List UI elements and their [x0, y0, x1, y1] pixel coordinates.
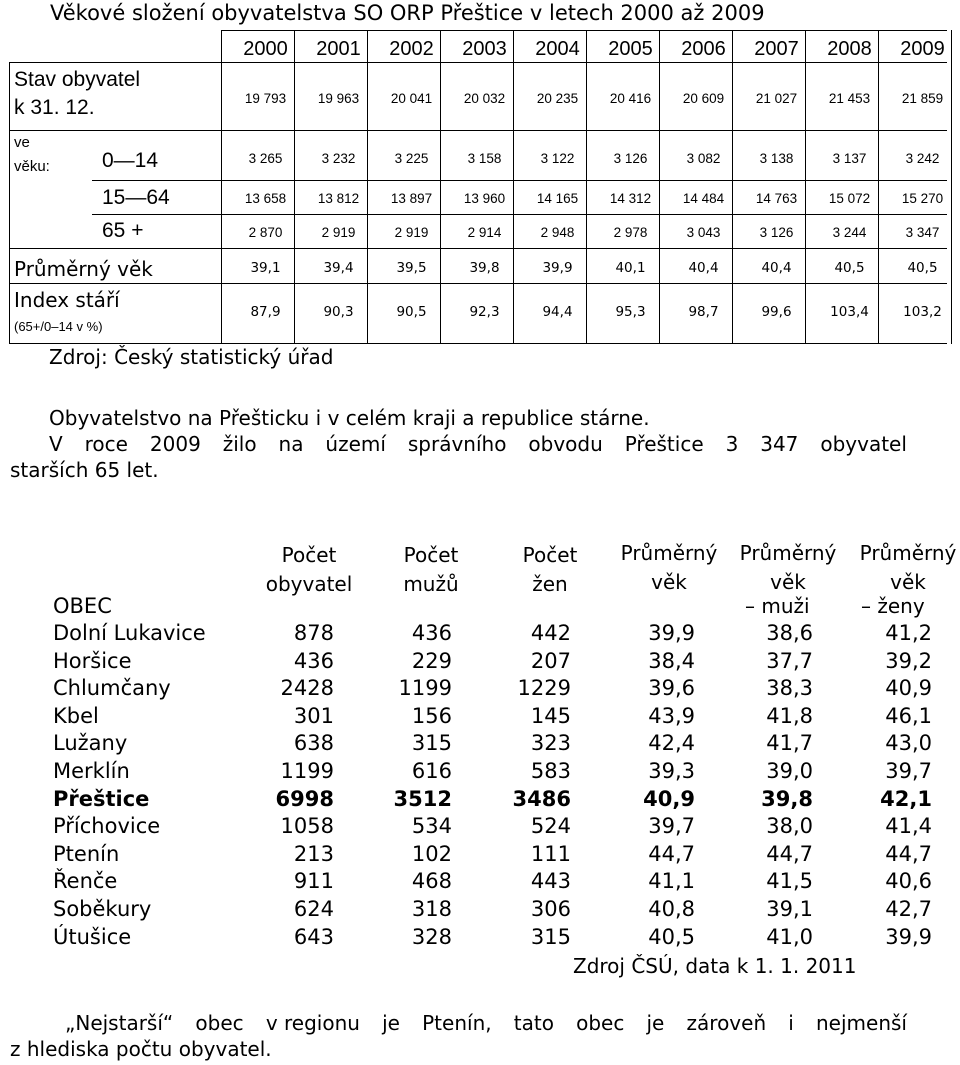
word: správního — [407, 432, 507, 456]
word: je — [382, 1011, 400, 1035]
municipality-value: 41,7 — [766, 731, 813, 756]
word: na — [278, 432, 304, 456]
col-header-5-l2: věk — [770, 570, 806, 594]
age-15-64-cell: 14 165 — [536, 191, 579, 206]
word: obvodu — [528, 432, 603, 456]
municipality-row — [0, 787, 960, 815]
aging-index-cell: 94,4 — [542, 304, 573, 320]
col-header-1-l1: Počet — [281, 543, 337, 567]
aging-index-cell: 98,7 — [688, 304, 719, 320]
age-15-64-cell: 13 812 — [317, 191, 360, 206]
year-header-2004: 2004 — [535, 38, 580, 60]
table1-gridline — [805, 30, 806, 344]
municipality-value: 616 — [411, 759, 452, 783]
municipality-value: 41,2 — [885, 621, 932, 645]
age-0-14-cell: 3 232 — [321, 151, 356, 166]
age-65-label: 65 + — [102, 219, 144, 242]
age-0-14-cell: 3 242 — [905, 151, 940, 166]
age-0-14-cell: 3 265 — [248, 151, 283, 166]
municipality-name: Přeštice — [53, 786, 150, 811]
age-0-14-cell: 3 225 — [394, 151, 429, 166]
avg-age-cell: 40,1 — [615, 260, 646, 276]
col-header-5-l1: Průměrný — [739, 541, 837, 565]
population-label-line1: Stav obyvatel — [14, 68, 141, 91]
municipality-value: 40,6 — [885, 869, 932, 894]
municipality-value: 318 — [411, 897, 452, 921]
word: v regionu — [265, 1011, 360, 1035]
municipality-value: 38,0 — [766, 814, 813, 839]
municipality-value: 1199 — [398, 676, 452, 701]
aging-index-sublabel: (65+/0–14 v %) — [14, 319, 103, 334]
municipality-value: 40,8 — [648, 897, 695, 921]
municipality-value: 911 — [293, 869, 334, 894]
municipality-name: Chlumčany — [53, 676, 171, 701]
age-65-cell: 3 043 — [686, 225, 721, 240]
age-15-64-cell: 13 658 — [244, 191, 287, 206]
avg-age-cell: 40,5 — [834, 260, 865, 276]
aging-index-cell: 103,4 — [830, 304, 869, 320]
municipality-value: 38,4 — [648, 648, 695, 673]
obec-header: OBEC — [53, 594, 112, 618]
population-cell: 19 793 — [244, 91, 287, 106]
avg-age-cell: 39,1 — [250, 260, 281, 276]
municipality-value: 1229 — [517, 676, 571, 701]
municipality-value: 39,7 — [648, 814, 695, 839]
municipality-value: 213 — [293, 841, 334, 866]
age-15-64-cell: 15 270 — [901, 191, 944, 206]
municipality-value: 229 — [411, 648, 452, 673]
municipality-value: 323 — [530, 731, 571, 756]
municipality-name: Kbel — [53, 703, 99, 728]
closing-line-1 — [65, 1011, 907, 1035]
word: roce — [84, 432, 128, 456]
avg-age-cell: 40,4 — [761, 260, 792, 276]
municipality-row — [0, 621, 960, 649]
population-cell: 21 027 — [755, 91, 798, 106]
year-header-2005: 2005 — [608, 38, 653, 60]
municipality-value: 878 — [293, 621, 334, 645]
municipality-value: 3512 — [393, 786, 452, 811]
municipality-value: 43,0 — [885, 731, 932, 756]
source-note-1: Zdroj: Český statistický úřad — [49, 345, 334, 369]
municipality-value: 638 — [293, 731, 334, 756]
municipality-value: 41,5 — [766, 869, 813, 894]
avg-age-cell: 39,5 — [396, 260, 427, 276]
age-structure-table — [9, 30, 947, 344]
municipality-name: Příchovice — [53, 814, 161, 839]
municipality-name: Útušice — [53, 924, 132, 949]
municipality-value: 42,7 — [885, 897, 932, 921]
municipality-value: 534 — [411, 814, 452, 839]
table1-gridline — [9, 283, 947, 284]
municipality-value: 39,3 — [648, 759, 695, 783]
col-header-4-l2: věk — [651, 570, 687, 594]
municipality-value: 46,1 — [885, 703, 932, 728]
aging-index-cell: 103,2 — [903, 304, 942, 320]
municipality-value: 38,3 — [766, 676, 813, 701]
word: zároveň — [686, 1011, 767, 1035]
word: Přeštice — [624, 432, 704, 456]
word: obyvatel — [820, 432, 907, 456]
paragraph-line-3: starších 65 let. — [10, 458, 159, 482]
age-0-14-cell: 3 082 — [686, 151, 721, 166]
paragraph-line-2 — [49, 432, 907, 456]
word: „Nejstarší“ — [65, 1011, 174, 1035]
municipality-name: Soběkury — [53, 897, 152, 921]
municipality-name: Ptenín — [53, 841, 120, 866]
age-15-64-cell: 13 960 — [463, 191, 506, 206]
municipality-value: 3486 — [512, 786, 571, 811]
table1-gridline — [221, 30, 947, 31]
year-header-2008: 2008 — [827, 38, 872, 60]
age-15-64-cell: 15 072 — [828, 191, 871, 206]
avg-age-label: Průměrný věk — [14, 257, 153, 281]
municipality-name: Dolní Lukavice — [53, 621, 206, 645]
municipality-value: 468 — [411, 869, 452, 894]
municipality-value: 306 — [530, 897, 571, 921]
municipality-row — [0, 731, 960, 759]
aging-index-label: Index stáří — [14, 288, 120, 312]
closing-line-2: z hlediska počtu obyvatel. — [10, 1037, 272, 1061]
municipality-value: 43,9 — [648, 703, 695, 728]
col-header-6-l2: věk — [890, 570, 926, 594]
municipality-value: 436 — [411, 621, 452, 645]
age-prefix-line2: věku: — [14, 158, 50, 175]
avg-age-cell: 39,4 — [323, 260, 354, 276]
aging-index-cell: 87,9 — [250, 304, 281, 320]
municipality-value: 145 — [530, 703, 571, 728]
age-65-cell: 2 870 — [248, 225, 283, 240]
municipality-value: 37,7 — [766, 648, 813, 673]
municipality-value: 42,4 — [648, 731, 695, 756]
col-header-6-l3: – ženy — [861, 594, 925, 618]
municipality-value: 315 — [530, 924, 571, 949]
table1-gridline — [440, 30, 441, 344]
population-cell: 19 963 — [317, 91, 360, 106]
population-cell: 20 235 — [536, 91, 579, 106]
age-0-14-cell: 3 137 — [832, 151, 867, 166]
municipality-value: 44,7 — [766, 841, 813, 866]
word: Ptenín, — [422, 1011, 492, 1035]
population-cell: 20 416 — [609, 91, 652, 106]
municipality-value: 6998 — [275, 786, 334, 811]
municipality-value: 41,0 — [766, 924, 813, 949]
year-header-2009: 2009 — [900, 38, 945, 60]
municipality-name: Lužany — [53, 731, 128, 756]
municipality-value: 443 — [530, 869, 571, 894]
word: 347 — [760, 432, 799, 456]
aging-index-cell: 99,6 — [761, 304, 792, 320]
municipality-name: Řenče — [53, 869, 118, 894]
table1-gridline — [9, 130, 947, 131]
municipality-value: 40,5 — [648, 924, 695, 949]
municipality-value: 624 — [293, 897, 334, 921]
aging-index-cell: 95,3 — [615, 304, 646, 320]
municipality-value: 39,0 — [766, 759, 813, 783]
col-header-2-l2: mužů — [403, 572, 459, 596]
age-0-14-cell: 3 158 — [467, 151, 502, 166]
municipality-row — [0, 676, 960, 704]
municipality-value: 207 — [530, 648, 571, 673]
population-label-line2: k 31. 12. — [14, 96, 95, 119]
age-65-cell: 2 978 — [613, 225, 648, 240]
municipality-value: 44,7 — [885, 841, 932, 866]
table1-gridline — [586, 30, 587, 344]
age-65-cell: 2 948 — [540, 225, 575, 240]
age-0-14-cell: 3 122 — [540, 151, 575, 166]
avg-age-cell: 39,8 — [469, 260, 500, 276]
municipality-row — [0, 759, 960, 787]
municipality-value: 102 — [411, 841, 452, 866]
municipality-value: 39,9 — [885, 924, 932, 949]
table1-title: Věkové složení obyvatelstva SO ORP Přeštice v letech 2000 až 2009 — [50, 1, 765, 25]
municipality-value: 39,2 — [885, 648, 932, 673]
population-cell: 20 041 — [390, 91, 433, 106]
age-0-14-cell: 3 126 — [613, 151, 648, 166]
table1-gridline — [9, 62, 10, 344]
age-0-14-label: 0—14 — [102, 149, 159, 172]
source-note-2: Zdroj ČSÚ, data k 1. 1. 2011 — [573, 954, 857, 978]
table1-gridline — [9, 343, 947, 344]
avg-age-cell: 40,5 — [907, 260, 938, 276]
population-cell: 21 859 — [901, 91, 944, 106]
municipality-value: 442 — [530, 621, 571, 645]
word: 2009 — [149, 432, 201, 456]
age-prefix-line1: ve — [14, 134, 30, 151]
age-15-64-cell: 14 312 — [609, 191, 652, 206]
table1-gridline — [9, 248, 947, 249]
table1-gridline — [878, 30, 879, 344]
col-header-2-l1: Počet — [403, 543, 459, 567]
population-cell: 21 453 — [828, 91, 871, 106]
age-0-14-cell: 3 138 — [759, 151, 794, 166]
aging-index-cell: 90,3 — [323, 304, 354, 320]
age-65-cell: 3 126 — [759, 225, 794, 240]
municipality-value: 42,1 — [880, 786, 932, 811]
municipality-value: 328 — [411, 924, 452, 949]
aging-index-cell: 92,3 — [469, 304, 500, 320]
table1-gridline — [951, 30, 952, 344]
avg-age-cell: 39,9 — [542, 260, 573, 276]
word: V — [49, 432, 63, 456]
year-header-2000: 2000 — [243, 38, 288, 60]
word: je — [646, 1011, 665, 1035]
year-header-2007: 2007 — [754, 38, 799, 60]
table1-gridline — [659, 30, 660, 344]
year-header-2001: 2001 — [316, 38, 361, 60]
population-cell: 20 609 — [682, 91, 725, 106]
municipality-value: 1199 — [280, 759, 334, 783]
table1-gridline — [294, 30, 295, 344]
population-cell: 20 032 — [463, 91, 506, 106]
municipality-row — [0, 649, 960, 677]
municipality-value: 41,4 — [885, 814, 932, 839]
word: území — [325, 432, 386, 456]
municipality-row — [0, 704, 960, 732]
municipality-name: Merklín — [53, 759, 130, 783]
municipality-value: 156 — [411, 703, 452, 728]
municipality-name: Horšice — [53, 648, 132, 673]
municipality-value: 111 — [530, 841, 571, 866]
aging-index-cell: 90,5 — [396, 304, 427, 320]
municipality-row — [0, 814, 960, 842]
col-header-3-l1: Počet — [522, 543, 578, 567]
municipality-value: 524 — [530, 814, 571, 839]
municipality-value: 643 — [293, 924, 334, 949]
word: i — [788, 1011, 794, 1035]
municipality-value: 39,9 — [648, 621, 695, 645]
municipality-row — [0, 869, 960, 897]
age-65-cell: 3 244 — [832, 225, 867, 240]
paragraph-line-1: Obyvatelstvo na Přešticku i v celém kraji a republice stárne. — [49, 406, 650, 430]
municipality-row — [0, 842, 960, 870]
age-65-cell: 2 914 — [467, 225, 502, 240]
municipality-value: 583 — [530, 759, 571, 783]
municipality-value: 41,1 — [648, 869, 695, 894]
municipality-value: 301 — [293, 703, 334, 728]
word: obec — [195, 1011, 244, 1035]
table1-gridline — [221, 30, 222, 344]
age-65-cell: 2 919 — [321, 225, 356, 240]
age-15-64-cell: 13 897 — [390, 191, 433, 206]
municipality-value: 39,8 — [761, 786, 813, 811]
municipality-value: 436 — [293, 648, 334, 673]
age-15-64-label: 15—64 — [102, 186, 170, 209]
municipality-value: 2428 — [280, 676, 334, 701]
col-header-4-l1: Průměrný — [620, 541, 718, 565]
word: obec — [576, 1011, 625, 1035]
word: tato — [513, 1011, 554, 1035]
word: žilo — [222, 432, 257, 456]
col-header-6-l1: Průměrný — [859, 541, 957, 565]
municipality-value: 40,9 — [643, 786, 695, 811]
municipality-value: 44,7 — [648, 841, 695, 866]
word: nejmenší — [816, 1011, 907, 1035]
municipality-value: 39,6 — [648, 676, 695, 701]
col-header-5-l3: – muži — [745, 594, 810, 618]
age-65-cell: 3 347 — [905, 225, 940, 240]
table1-gridline — [9, 62, 947, 63]
word: 3 — [725, 432, 739, 456]
avg-age-cell: 40,4 — [688, 260, 719, 276]
table1-gridline — [367, 30, 368, 344]
municipality-row — [0, 897, 960, 925]
municipality-value: 39,7 — [885, 759, 932, 783]
table1-gridline — [513, 30, 514, 344]
col-header-1-l2: obyvatel — [265, 572, 353, 596]
year-header-2002: 2002 — [389, 38, 434, 60]
municipality-value: 1058 — [280, 814, 334, 839]
municipality-value: 40,9 — [885, 676, 932, 701]
municipality-value: 39,1 — [766, 897, 813, 921]
age-65-cell: 2 919 — [394, 225, 429, 240]
municipality-row — [0, 925, 960, 953]
municipality-value: 41,8 — [766, 703, 813, 728]
table1-gridline — [732, 30, 733, 344]
age-15-64-cell: 14 763 — [755, 191, 798, 206]
col-header-3-l2: žen — [532, 572, 568, 596]
municipality-value: 38,6 — [766, 621, 813, 645]
municipality-value: 315 — [411, 731, 452, 756]
year-header-2003: 2003 — [462, 38, 507, 60]
year-header-2006: 2006 — [681, 38, 726, 60]
age-15-64-cell: 14 484 — [682, 191, 725, 206]
